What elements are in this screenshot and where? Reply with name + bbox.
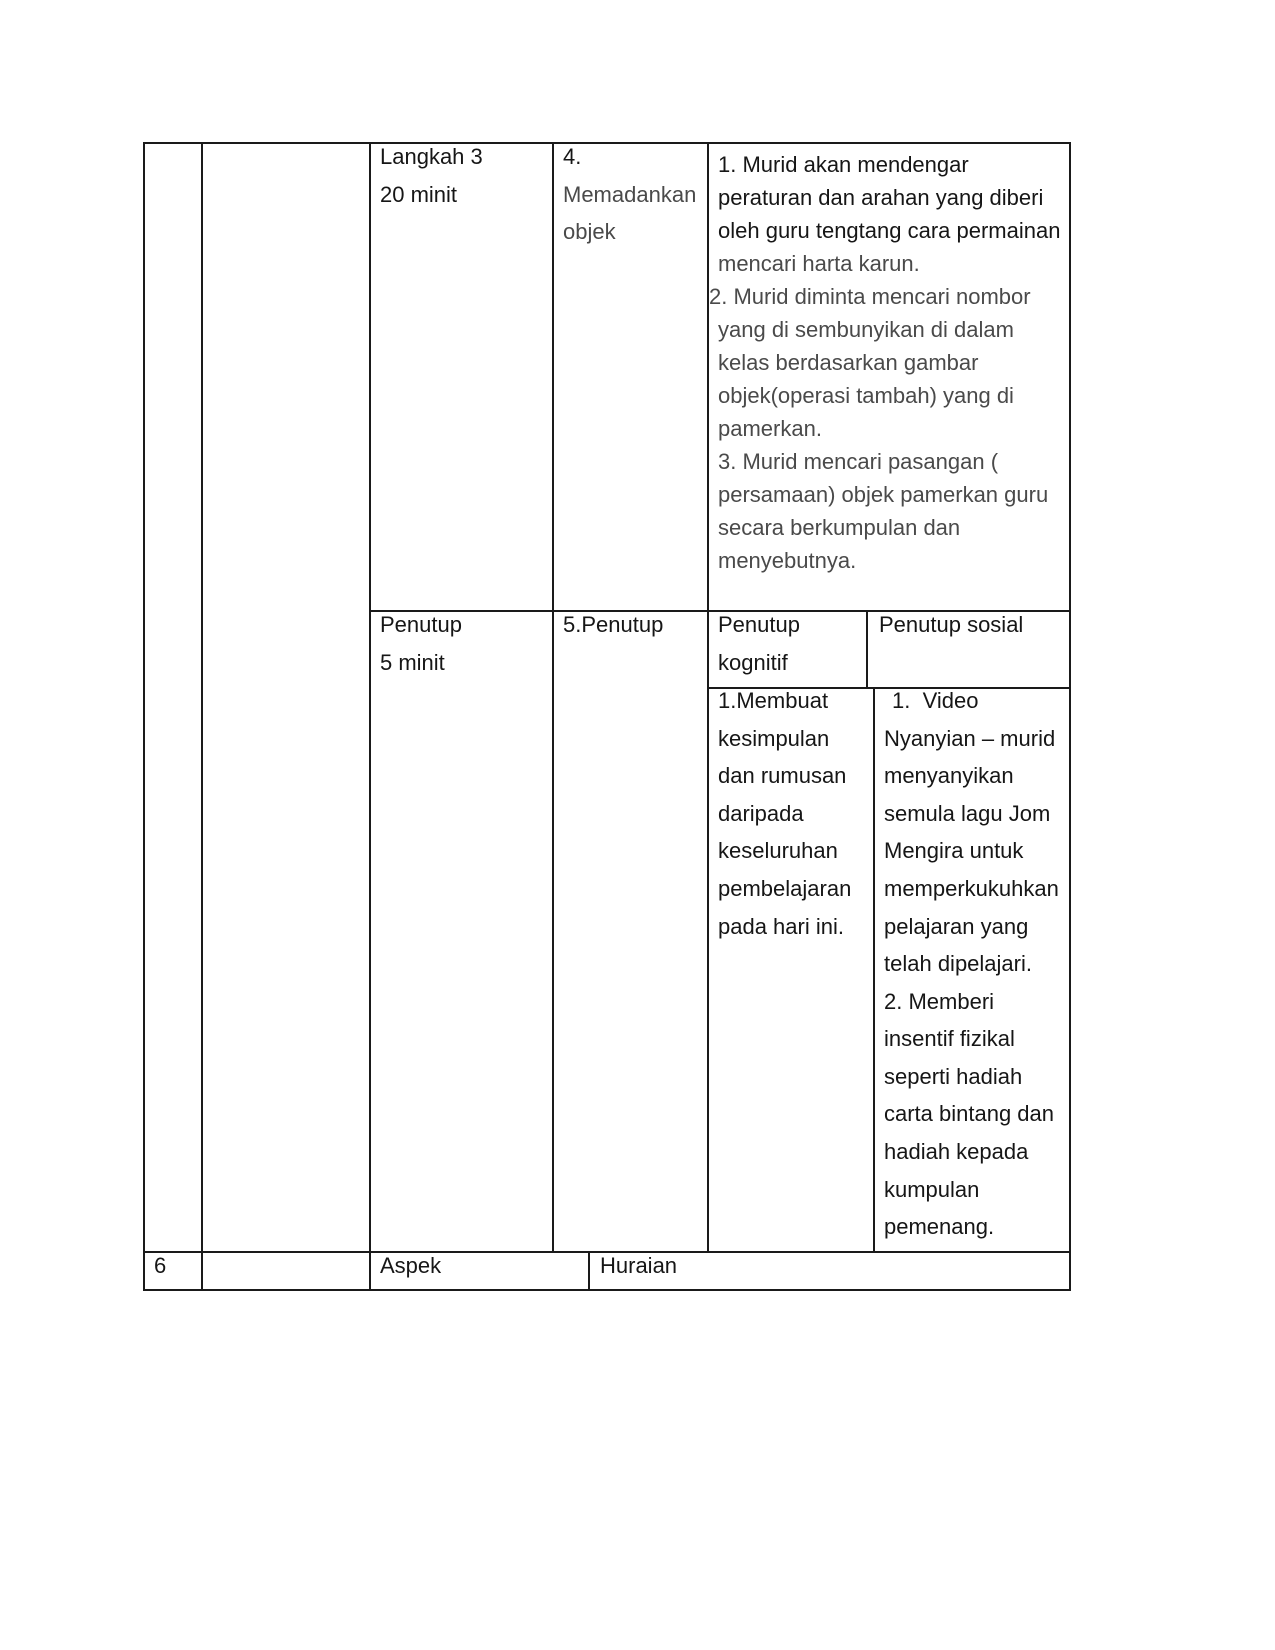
social-header: Penutup sosial: [879, 612, 1024, 637]
social-text-line: Nyanyian – murid: [884, 726, 1056, 751]
social-text-line: kumpulan: [884, 1177, 980, 1202]
column-divider-2: [369, 142, 371, 1291]
description-line: objek(operasi tambah) yang di: [718, 383, 1014, 408]
social-text-line: menyanyikan: [884, 763, 1014, 788]
description-line: menyebutnya.: [718, 548, 857, 573]
cognitive-header-line2: kognitif: [718, 650, 788, 675]
cognitive-text-line: daripada: [718, 801, 804, 826]
social-text-line: semula lagu Jom: [884, 801, 1051, 826]
activity-number: 4.: [563, 144, 582, 169]
social-text-line: Mengira untuk: [884, 838, 1024, 863]
social-text-line: pelajaran yang: [884, 914, 1029, 939]
cognitive-text-line: dan rumusan: [718, 763, 847, 788]
cognitive-text-line: pembelajaran: [718, 876, 852, 901]
row6-detail-header: Huraian: [600, 1253, 678, 1278]
description-line: pamerkan.: [718, 416, 822, 441]
cognitive-text-line: kesimpulan: [718, 726, 830, 751]
stage-penutup-duration: 5 minit: [380, 650, 445, 675]
column-divider-1: [201, 142, 203, 1291]
row6-number: 6: [154, 1253, 167, 1278]
column-divider-3: [552, 142, 554, 1253]
subheader-column-divider: [866, 611, 868, 688]
cognitive-header-line1: Penutup: [718, 612, 800, 637]
social-text-line: 1. Video: [892, 688, 979, 713]
description-line: persamaan) objek pamerkan guru: [718, 482, 1049, 507]
row6-column-divider: [588, 1252, 590, 1290]
description-line: secara berkumpulan dan: [718, 515, 961, 540]
stage-langkah-duration: 20 minit: [380, 182, 458, 207]
activity-title-line1: Memadankan: [563, 182, 697, 207]
table-right-border: [1069, 142, 1071, 1291]
social-text-line: insentif fizikal: [884, 1026, 1015, 1051]
social-text-line: memperkukuhkan: [884, 876, 1059, 901]
cognitive-text-line: 1.Membuat: [718, 688, 829, 713]
stage-langkah-label: Langkah 3: [380, 144, 483, 169]
table-left-border: [143, 142, 145, 1291]
description-line: yang di sembunyikan di dalam: [718, 317, 1014, 342]
description-line: kelas berdasarkan gambar: [718, 350, 979, 375]
activity-title-line2: objek: [563, 219, 616, 244]
table-bottom-border: [143, 1289, 1071, 1291]
social-text-line: pemenang.: [884, 1214, 995, 1239]
activity-penutup: 5.Penutup: [563, 612, 664, 637]
social-text-line: carta bintang dan: [884, 1101, 1055, 1126]
table-top-border: [143, 142, 1071, 144]
description-line: mencari harta karun.: [718, 251, 920, 276]
cognitive-text-line: keseluruhan: [718, 838, 838, 863]
social-text-line: seperti hadiah: [884, 1064, 1023, 1089]
cognitive-text-line: pada hari ini.: [718, 914, 844, 939]
social-text-line: telah dipelajari.: [884, 951, 1032, 976]
stage-penutup-label: Penutup: [380, 612, 462, 637]
row6-aspect-header: Aspek: [380, 1253, 442, 1278]
description-line: 3. Murid mencari pasangan (: [718, 449, 999, 474]
description-line: peraturan dan arahan yang diberi: [718, 185, 1044, 210]
description-line: oleh guru tengtang cara permainan: [718, 218, 1061, 243]
description-line: 2. Murid diminta mencari nombor: [709, 284, 1031, 309]
subcontent-column-divider: [873, 688, 875, 1253]
social-text-line: hadiah kepada: [884, 1139, 1029, 1164]
social-text-line: 2. Memberi: [884, 989, 995, 1014]
description-line: 1. Murid akan mendengar: [718, 152, 969, 177]
